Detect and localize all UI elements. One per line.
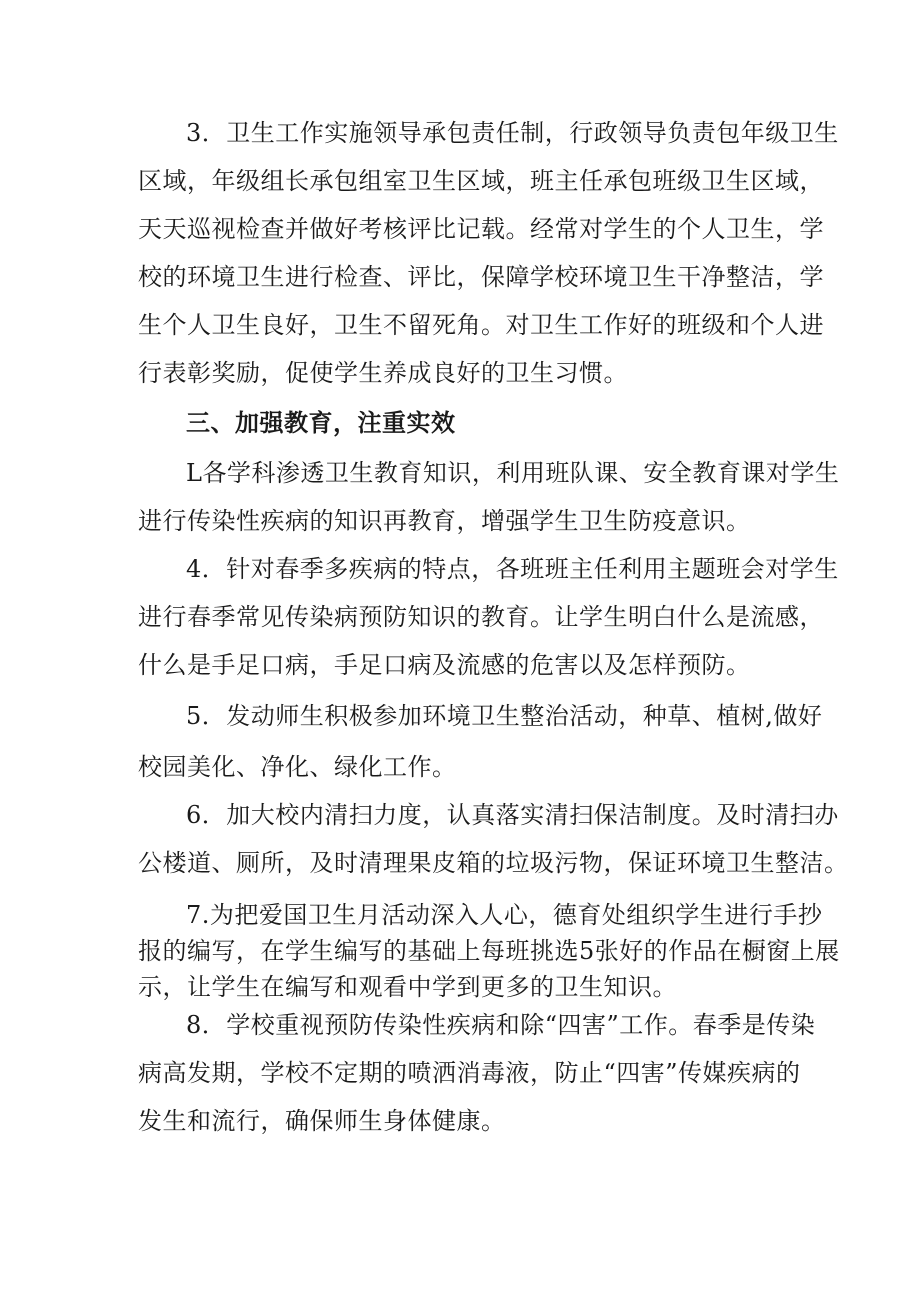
paragraph-4-line-2: 进行春季常见传染病预防知识的教育。让学生明白什么是流感， xyxy=(138,603,824,631)
paragraph-6-line-1: 6．加大校内清扫力度，认真落实清扫保洁制度。及时清扫办 xyxy=(186,801,839,829)
paragraph-3-line-2: 区域，年级组长承包组室卫生区域，班主任承包班级卫生区域， xyxy=(138,167,824,195)
paragraph-6-line-2: 公楼道、厕所，及时清理果皮箱的垃圾污物，保证环境卫生整洁。 xyxy=(138,849,849,877)
paragraph-8-line-3: 发生和流行，确保师生身体健康。 xyxy=(138,1107,506,1135)
paragraph-1-line-2: 进行传染性疾病的知识再教育，增强学生卫生防疫意识。 xyxy=(138,507,751,535)
paragraph-4-line-3: 什么是手足口病，手足口病及流感的危害以及怎样预防。 xyxy=(138,651,751,679)
paragraph-3-line-4: 校的环境卫生进行检查、评比，保障学校环境卫生干净整洁，学 xyxy=(138,263,824,291)
paragraph-5-line-2: 校园美化、净化、绿化工作。 xyxy=(138,753,457,781)
paragraph-7-line-3: 示，让学生在编写和观看中学到更多的卫生知识。 xyxy=(138,973,677,1001)
paragraph-5-line-1: 5．发动师生积极参加环境卫生整治活动，种草、植树,做好 xyxy=(186,702,823,730)
paragraph-3-line-5: 生个人卫生良好，卫生不留死角。对卫生工作好的班级和个人进 xyxy=(138,311,824,339)
paragraph-3-line-6: 行表彰奖励，促使学生养成良好的卫生习惯。 xyxy=(138,359,628,387)
paragraph-3-line-3: 天天巡视检查并做好考核评比记载。经常对学生的个人卫生，学 xyxy=(138,215,824,243)
paragraph-1-line-1: L各学科渗透卫生教育知识，利用班队课、安全教育课对学生 xyxy=(186,459,840,487)
paragraph-7-line-1: 7.为把爱国卫生月活动深入人心，德育处组织学生进行手抄 xyxy=(186,901,823,929)
paragraph-3-line-1: 3．卫生工作实施领导承包责任制，行政领导负责包年级卫生 xyxy=(186,119,839,147)
paragraph-8-line-1: 8．学校重视预防传染性疾病和除“四害”工作。春季是传染 xyxy=(186,1011,816,1039)
paragraph-7-line-2: 报的编写，在学生编写的基础上每班挑选5张好的作品在橱窗上展 xyxy=(138,937,840,965)
section-heading: 三、加强教育，注重实效 xyxy=(186,409,456,437)
paragraph-8-line-2: 病高发期，学校不定期的喷洒消毒液，防止“四害”传媒疾病的 xyxy=(138,1059,801,1087)
paragraph-4-line-1: 4．针对春季多疾病的特点，各班班主任利用主题班会对学生 xyxy=(186,555,839,583)
